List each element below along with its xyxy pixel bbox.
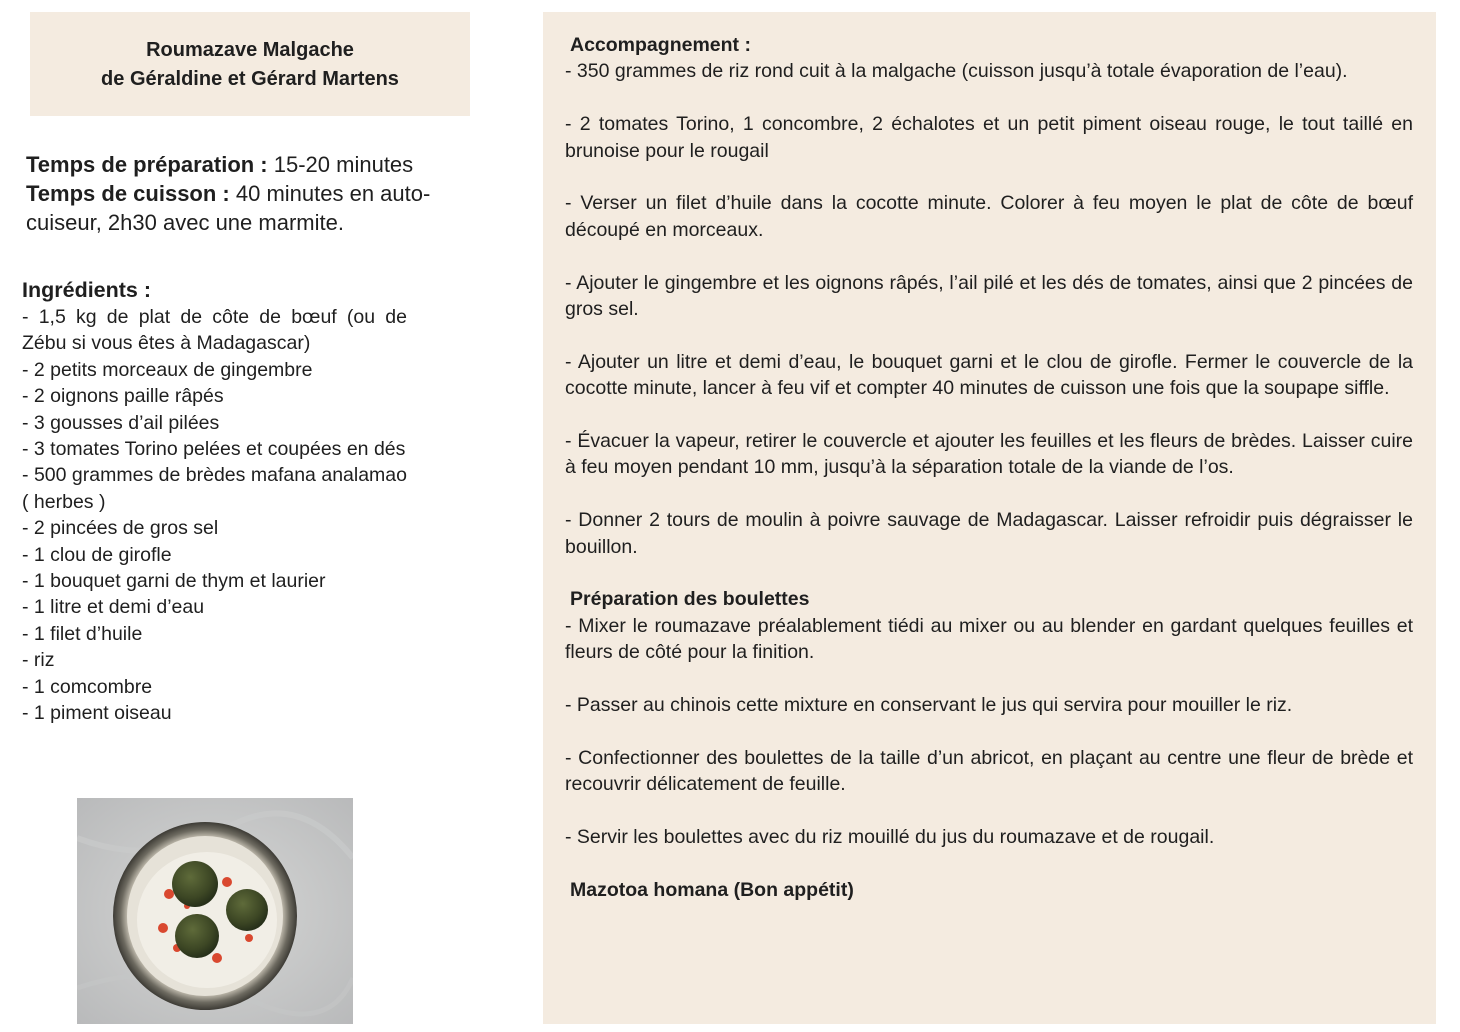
boulettes-step: - Passer au chinois cette mixture en conservant le jus qui servira pour mouiller le riz. bbox=[565, 694, 1293, 717]
accompaniment-step: - Donner 2 tours de moulin à poivre sauvage de Madagascar. Laisser refroidir puis dégraisser le bouillon. bbox=[565, 509, 1413, 558]
cook-time bbox=[26, 179, 476, 237]
ingredient-item: - riz bbox=[22, 649, 55, 672]
closing-text: Mazotoa homana (Bon appétit) bbox=[570, 878, 854, 901]
prep-time-label: Temps de préparation : bbox=[26, 152, 268, 177]
recipe-title-line1: Roumazave Malgache bbox=[146, 39, 354, 61]
ingredient-item: - 1,5 kg de plat de côte de bœuf (ou de Zébu si vous êtes à Madagascar) bbox=[22, 306, 407, 355]
ingredients-list bbox=[22, 304, 407, 727]
accompaniment-heading: Accompagnement : bbox=[570, 34, 751, 56]
cook-time-value: 40 minutes en auto-cuiseur, 2h30 avec une marmite. bbox=[26, 181, 431, 235]
ingredient-item: - 1 piment oiseau bbox=[22, 702, 172, 725]
ingredient-item: - 3 tomates Torino pelées et coupées en dés bbox=[22, 438, 406, 461]
accompaniment-step: - 350 grammes de riz rond cuit à la malgache (cuisson jusqu’à totale évaporation de l’eau). bbox=[565, 60, 1348, 83]
accompaniment-step: - 2 tomates Torino, 1 concombre, 2 échalotes et un petit piment oiseau rouge, le tout taillé en brunoise pour le rougail bbox=[565, 113, 1413, 162]
instructions-text bbox=[565, 32, 1413, 903]
dish-photo-icon bbox=[77, 798, 353, 1024]
ingredient-item: - 1 bouquet garni de thym et laurier bbox=[22, 570, 326, 593]
boulettes-step: - Confectionner des boulettes de la taille d’un abricot, en plaçant au centre une fleur de brède et recouvrir délicatement de feuille. bbox=[565, 746, 1413, 796]
prep-time bbox=[26, 150, 476, 179]
ingredient-item: - 1 clou de girofle bbox=[22, 543, 172, 566]
recipe-title-line2: de Géraldine et Gérard Martens bbox=[101, 68, 399, 90]
ingredient-item: - 2 oignons paille râpés bbox=[22, 385, 224, 408]
ingredient-item: - 1 litre et demi d’eau bbox=[22, 596, 205, 619]
accompaniment-step: - Évacuer la vapeur, retirer le couvercle et ajouter les feuilles et les fleurs de brèdes. Laisser cuire à feu moyen pendant 10 mm, jusqu’à la séparation totale de la viande de l’os. bbox=[565, 430, 1413, 479]
ingredient-item: - 1 filet d’huile bbox=[22, 622, 143, 645]
recipe-title-box bbox=[30, 12, 470, 116]
ingredients-heading: Ingrédients : bbox=[22, 278, 152, 302]
ingredient-item: - 1 comcombre bbox=[22, 675, 153, 698]
ingredient-item: - 3 gousses d’ail pilées bbox=[22, 411, 220, 434]
accompaniment-step: - Ajouter un litre et demi d’eau, le bouquet garni et le clou de girofle. Fermer le couvercle de la cocotte minute, lancer à feu vif et compter 40 minutes de cuisson une fois que la soupape siffle. bbox=[565, 350, 1413, 400]
boulettes-step: - Mixer le roumazave préalablement tiédi au mixer ou au blender en gardant quelques feuilles et fleurs de côté pour la finition. bbox=[565, 614, 1413, 664]
ingredients-section bbox=[22, 276, 407, 727]
accompaniment-step: - Verser un filet d’huile dans la cocotte minute. Colorer à feu moyen le plat de côte de bœuf découpé en morceaux. bbox=[565, 192, 1413, 241]
recipe-times bbox=[26, 150, 476, 237]
accompaniment-step: - Ajouter le gingembre et les oignons râpés, l’ail pilé et les dés de tomates, ainsi que 2 pincées de gros sel. bbox=[565, 271, 1413, 321]
boulettes-heading: Préparation des boulettes bbox=[570, 588, 810, 611]
prep-time-value: 15-20 minutes bbox=[267, 152, 414, 177]
dish-photo bbox=[77, 798, 353, 1024]
boulettes-step: - Servir les boulettes avec du riz mouillé du jus du roumazave et de rougail. bbox=[565, 826, 1215, 849]
ingredient-item: - 2 petits morceaux de gingembre bbox=[22, 358, 313, 381]
instructions-panel bbox=[543, 12, 1436, 1024]
cook-time-label: Temps de cuisson : bbox=[26, 181, 230, 206]
ingredient-item: - 2 pincées de gros sel bbox=[22, 517, 219, 540]
ingredient-item: - 500 grammes de brèdes mafana analamao ( herbes ) bbox=[22, 464, 407, 513]
